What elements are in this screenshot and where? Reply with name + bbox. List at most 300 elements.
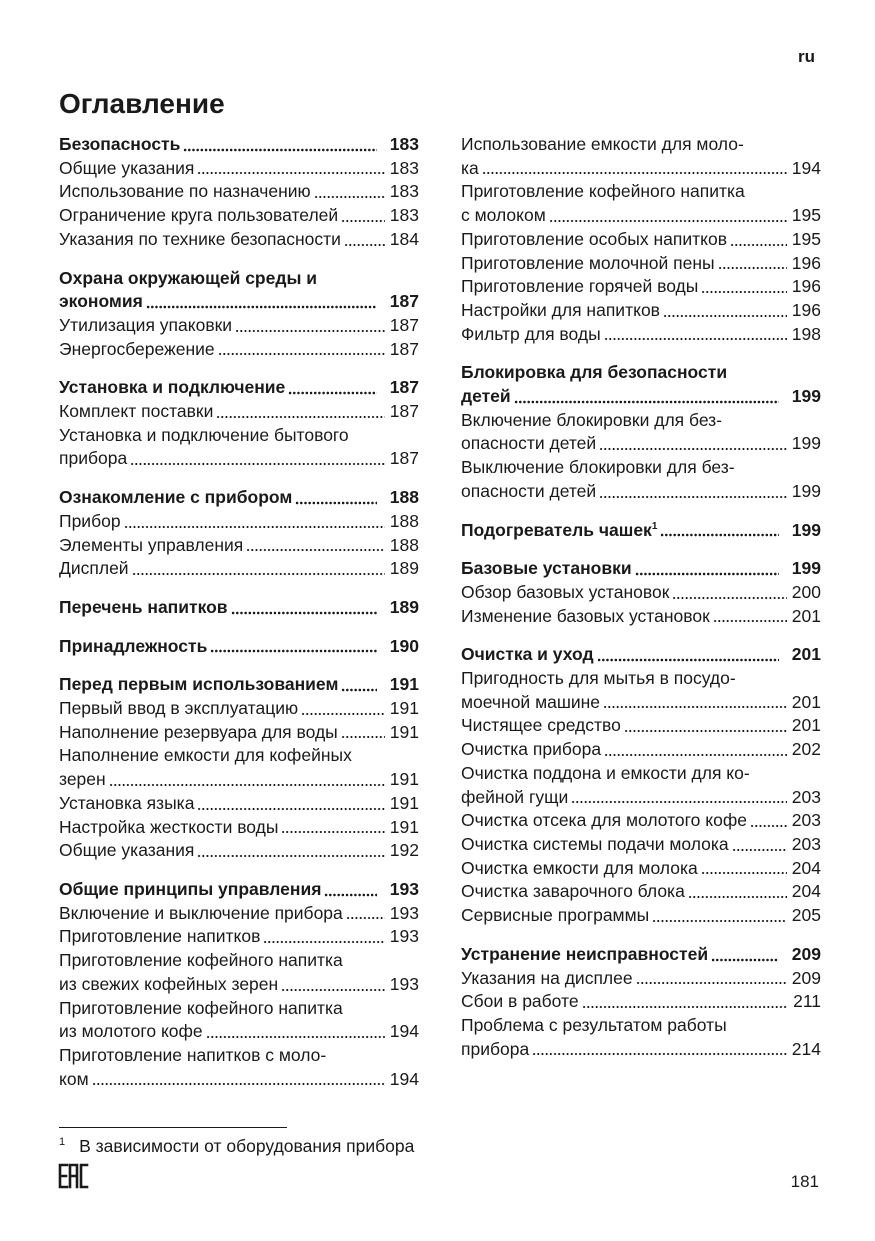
toc-item-text-line: Очистка поддона и емкости для ко-	[461, 762, 750, 783]
toc-heading-label: Перечень напитков	[59, 596, 228, 617]
toc-item-text-line: Установка и подключение бытового	[59, 424, 349, 445]
toc-item	[59, 816, 419, 840]
toc-heading-label: экономия	[59, 291, 143, 312]
toc-item-label: Фильтр для воды	[461, 323, 601, 344]
dot-leader	[604, 753, 787, 757]
toc-heading-text	[461, 643, 594, 667]
toc-item	[59, 534, 419, 558]
toc-item-label: фейной гущи	[461, 786, 569, 807]
toc-item	[461, 432, 821, 456]
toc-item-text	[59, 228, 341, 252]
toc-item	[461, 275, 821, 299]
toc-heading-label: Безопасность	[59, 134, 181, 154]
toc-item	[461, 786, 821, 810]
dot-leader	[599, 447, 787, 451]
toc-heading-page-number: 199	[791, 558, 821, 579]
dot-leader	[324, 893, 376, 897]
toc-item-page-number: 194	[389, 1068, 419, 1089]
dot-leader	[636, 981, 787, 985]
dot-leader	[124, 525, 385, 529]
toc-item-text	[461, 809, 747, 833]
toc-item	[461, 157, 821, 181]
toc-item-text	[461, 275, 698, 299]
toc-item-page-number: 188	[389, 510, 419, 531]
toc-item-page-number: 191	[389, 792, 419, 813]
toc-item-page-number: 195	[791, 205, 821, 226]
toc-item	[461, 857, 821, 881]
toc-item-label: Комплект поставки	[59, 401, 214, 422]
dot-leader	[246, 548, 385, 552]
toc-item-text	[461, 990, 579, 1014]
toc-heading-page-number: 187	[389, 377, 419, 398]
toc-item-page-number: 196	[791, 299, 821, 320]
toc-item	[461, 581, 821, 605]
toc-item-text	[59, 768, 106, 792]
toc-item-label: Очистка заварочного блока	[461, 881, 685, 902]
dot-leader	[206, 1035, 385, 1039]
toc-item-text	[59, 697, 298, 721]
toc-item-page-number: 214	[791, 1038, 821, 1059]
toc-item-label: зерен	[59, 769, 106, 790]
toc-item-page-number: 201	[791, 715, 821, 736]
toc-heading-text	[461, 385, 511, 409]
dot-leader	[482, 171, 787, 175]
footnote-text: В зависимости от оборудования прибора	[79, 1136, 415, 1156]
toc-item-label: Общие указания	[59, 840, 195, 861]
dot-leader	[146, 305, 377, 309]
toc-heading-page-number: 199	[791, 519, 821, 540]
dot-leader	[660, 533, 778, 537]
toc-heading-text	[461, 943, 708, 967]
toc-item-label: Очистка отсека для молотого кофе	[461, 810, 747, 831]
toc-item-page-number: 201	[791, 691, 821, 712]
toc-item-text-line: Проблема с результатом работы	[461, 1014, 727, 1035]
dot-leader	[235, 329, 385, 333]
dot-leader	[344, 243, 385, 247]
toc-item-label: Чистящее средство	[461, 715, 621, 736]
toc-item-label: ка	[461, 157, 479, 178]
toc-heading-label: Установка и подключение	[59, 377, 286, 398]
toc-item-label: Установка языка	[59, 792, 195, 813]
toc-item-page-number: 183	[389, 157, 419, 178]
toc-heading-page-number: 188	[389, 487, 419, 508]
toc-item-page-number: 187	[389, 314, 419, 335]
toc-item	[461, 904, 821, 928]
toc-item-label: Ограничение круга пользователей	[59, 205, 339, 226]
toc-heading-text	[461, 557, 632, 581]
toc-heading-label: Очистка и уход	[461, 644, 594, 665]
toc-item-text-line: Выключение блокировки для без-	[461, 457, 735, 478]
dot-leader	[197, 854, 384, 858]
toc-item-text-line: Приготовление напитков с моло-	[59, 1044, 327, 1065]
footnote-divider	[59, 1127, 287, 1128]
toc-heading-page-number: 201	[791, 644, 821, 665]
dot-leader	[718, 266, 787, 270]
dot-leader	[231, 611, 377, 615]
toc-item-text	[461, 157, 479, 181]
toc-item-label: Утилизация упаковки	[59, 314, 233, 335]
toc-item	[59, 447, 419, 471]
toc-item-text	[461, 967, 633, 991]
toc-item	[461, 252, 821, 276]
toc-item	[461, 480, 821, 504]
toc-item-text	[59, 839, 194, 863]
toc-item	[59, 697, 419, 721]
dot-leader	[197, 171, 384, 175]
toc-item	[461, 833, 821, 857]
toc-item-page-number: 198	[791, 323, 821, 344]
toc-item-text	[59, 721, 338, 745]
toc-item-page-number: 194	[791, 157, 821, 178]
toc-item-text	[59, 792, 194, 816]
toc-heading-page-number: 191	[389, 674, 419, 695]
dot-leader	[263, 940, 384, 944]
dot-leader	[652, 919, 787, 923]
dot-leader	[711, 958, 779, 962]
toc-item	[59, 157, 419, 181]
toc-section	[59, 133, 419, 252]
toc-item-text	[59, 1068, 89, 1092]
toc-item-page-number: 203	[791, 833, 821, 854]
dot-leader	[92, 1082, 385, 1086]
toc-item	[59, 400, 419, 424]
dot-leader	[281, 830, 384, 834]
toc-section	[59, 635, 419, 659]
toc-item-label: Очистка системы подачи молока	[461, 833, 729, 854]
toc-item-page-number: 203	[791, 810, 821, 831]
dot-leader	[597, 658, 779, 662]
toc-item-text	[59, 447, 127, 471]
dot-leader	[341, 219, 385, 223]
toc-heading	[59, 133, 419, 157]
toc-item-text	[461, 605, 710, 629]
dot-leader	[514, 400, 779, 404]
toc-section	[59, 878, 419, 1091]
dot-leader	[582, 1005, 789, 1009]
toc-heading	[59, 376, 419, 400]
toc-item	[461, 809, 821, 833]
toc-heading-text	[59, 133, 180, 157]
toc-item-page-number: 187	[389, 448, 419, 469]
toc-item	[461, 299, 821, 323]
toc-item-page-number: 209	[791, 967, 821, 988]
toc-item-label: Указания на дисплее	[461, 967, 633, 988]
toc-item-page-number: 204	[791, 881, 821, 902]
toc-section	[461, 943, 821, 1062]
dot-leader	[130, 462, 385, 466]
toc-item	[461, 1038, 821, 1062]
toc-item-label: Первый ввод в эксплуатацию	[59, 698, 299, 719]
toc-section	[461, 519, 821, 543]
toc-heading-text	[461, 519, 657, 543]
toc-heading	[461, 385, 821, 409]
toc-item-text	[59, 157, 194, 181]
toc-item	[59, 973, 419, 997]
toc-item-page-number: 205	[791, 905, 821, 926]
toc-item-label: Дисплей	[59, 558, 129, 579]
dot-leader	[599, 495, 787, 499]
toc-section	[461, 557, 821, 628]
dot-leader	[730, 243, 787, 247]
toc-item-page-number: 183	[389, 205, 419, 226]
toc-item-text	[59, 314, 232, 338]
toc-item-text	[461, 786, 568, 810]
toc-item-text	[461, 857, 698, 881]
toc-item-page-number: 203	[791, 786, 821, 807]
toc-section	[461, 643, 821, 927]
dot-leader	[603, 705, 787, 709]
dot-leader	[132, 572, 385, 576]
toc-item-label: с молоком	[461, 205, 546, 226]
toc-item	[59, 557, 419, 581]
toc-heading-page-number: 187	[389, 291, 419, 312]
toc-item	[59, 925, 419, 949]
toc-item-text	[59, 338, 215, 362]
toc-heading-label: Общие принципы управления	[59, 878, 322, 899]
toc-item-text	[59, 816, 278, 840]
toc-item	[461, 880, 821, 904]
toc-item	[59, 180, 419, 204]
toc-item	[461, 967, 821, 991]
dot-leader	[288, 391, 377, 395]
toc-section	[59, 376, 419, 471]
toc-item-page-number: 204	[791, 857, 821, 878]
toc-heading	[59, 878, 419, 902]
toc-item-text-line: Приготовление кофейного напитка	[461, 181, 745, 202]
dot-leader	[532, 1052, 787, 1056]
toc-item-label: Энергосбережение	[59, 338, 215, 359]
toc-item-label: моечной машине	[461, 691, 601, 712]
toc-item-label: Сервисные программы	[461, 905, 650, 926]
toc-item-label: Приготовление горячей воды	[461, 276, 699, 297]
toc-item	[461, 605, 821, 629]
toc-item-text	[461, 252, 715, 276]
toc-item	[59, 338, 419, 362]
toc-item-label: Сбои в работе	[461, 991, 579, 1012]
toc-item-text	[461, 228, 727, 252]
toc-item-page-number: 187	[389, 338, 419, 359]
dot-leader	[216, 415, 384, 419]
toc-heading-label: Устранение неисправностей	[461, 943, 709, 964]
toc-heading	[59, 290, 419, 314]
toc-section	[59, 267, 419, 362]
toc-heading-text	[59, 486, 292, 510]
toc-item-text	[59, 400, 213, 424]
dot-leader	[663, 314, 787, 318]
toc-item-label: из свежих кофейных зерен	[59, 973, 279, 994]
toc-item-text	[59, 534, 243, 558]
toc-item-text	[59, 557, 129, 581]
toc-heading-label: Принадлежность	[59, 635, 208, 656]
toc-item-label: прибора	[59, 448, 128, 469]
toc-heading	[59, 673, 419, 697]
dot-leader	[713, 619, 787, 623]
toc-item-page-number: 191	[389, 769, 419, 790]
dot-leader	[346, 916, 385, 920]
toc-item-page-number: 199	[791, 480, 821, 501]
toc-item-text-line: Пригодность для мытья в посудо-	[461, 668, 736, 689]
toc-item-text	[461, 738, 601, 762]
toc-column-left	[59, 133, 419, 1106]
dot-leader	[281, 988, 385, 992]
toc-heading	[461, 557, 821, 581]
language-code: ru	[798, 47, 815, 66]
toc-item-text	[461, 714, 621, 738]
toc-item-text	[461, 204, 546, 228]
footnote	[59, 1136, 414, 1157]
toc-item-text	[461, 880, 685, 904]
toc-item-page-number: 193	[389, 902, 419, 923]
toc-item-page-number: 194	[389, 1021, 419, 1042]
toc-heading	[59, 596, 419, 620]
toc-heading-label: Ознакомление с прибором	[59, 487, 293, 508]
dot-leader	[701, 871, 787, 875]
dot-leader	[341, 735, 385, 739]
toc-item-text	[59, 902, 343, 926]
toc-item-text	[461, 581, 669, 605]
toc-heading	[461, 519, 821, 543]
toc-item	[59, 902, 419, 926]
toc-heading	[461, 643, 821, 667]
dot-leader	[210, 649, 376, 653]
toc-item-text-line: Включение блокировки для без-	[461, 409, 723, 430]
toc-item-label: прибора	[461, 1038, 530, 1059]
toc-section	[59, 673, 419, 863]
toc-item-page-number: 192	[389, 840, 419, 861]
toc-item	[461, 691, 821, 715]
toc-item-page-number: 183	[389, 181, 419, 202]
toc-item	[59, 204, 419, 228]
toc-item	[59, 228, 419, 252]
dot-leader	[624, 729, 787, 733]
toc-item-label: Приготовление особых напитков	[461, 228, 728, 249]
toc-item-label: Изменение базовых установок	[461, 605, 710, 626]
toc-item-text	[461, 691, 600, 715]
toc-heading-page-number: 193	[389, 878, 419, 899]
toc-item-text	[461, 432, 596, 456]
footnote-mark: 1	[59, 1136, 66, 1148]
toc-item-page-number: 191	[389, 698, 419, 719]
toc-item-page-number: 193	[389, 926, 419, 947]
toc-item-page-number: 201	[791, 605, 821, 626]
toc-item-page-number: 200	[791, 581, 821, 602]
dot-leader	[197, 807, 384, 811]
toc-heading-text-line: Охрана окружающей среды и	[59, 267, 318, 288]
toc-item-label: Обзор базовых установок	[461, 581, 670, 602]
toc-item-text	[461, 323, 601, 347]
toc-item-label: Настройка жесткости воды	[59, 816, 279, 837]
toc-heading-label: Подогреватель чашек	[461, 519, 652, 540]
toc-item-text	[461, 1038, 529, 1062]
toc-heading	[59, 635, 419, 659]
toc-item-text	[461, 904, 649, 928]
toc-item	[59, 1068, 419, 1092]
eac-mark-icon	[58, 1163, 89, 1194]
dot-leader	[688, 895, 787, 899]
toc-item-page-number: 187	[389, 401, 419, 422]
toc-heading-label: Перед первым использованием	[59, 674, 339, 695]
toc-column-right	[461, 133, 821, 1076]
toc-item	[59, 792, 419, 816]
toc-item	[461, 990, 821, 1014]
toc-item-label: Элементы управления	[59, 534, 244, 555]
toc-item	[461, 738, 821, 762]
dot-leader	[571, 800, 787, 804]
toc-heading-page-number: 189	[389, 596, 419, 617]
toc-item-label: из молотого кофе	[59, 1021, 203, 1042]
dot-leader	[295, 501, 377, 505]
toc-heading-text	[59, 290, 143, 314]
toc-item	[461, 714, 821, 738]
toc-section	[59, 596, 419, 620]
toc-heading-text	[59, 673, 338, 697]
dot-leader	[672, 596, 786, 600]
toc-item-text	[461, 833, 729, 857]
toc-heading-label: детей	[461, 386, 511, 407]
toc-item-text-line: Приготовление кофейного напитка	[59, 997, 343, 1018]
dot-leader	[604, 337, 787, 341]
toc-item	[59, 510, 419, 534]
toc-heading-text-line: Блокировка для безопасности	[461, 362, 728, 383]
toc-item-label: ком	[59, 1068, 89, 1089]
toc-heading-text	[59, 376, 285, 400]
toc-heading-page-number: 183	[389, 134, 419, 154]
toc-section	[461, 361, 821, 503]
dot-leader	[635, 572, 779, 576]
toc-item-page-number: 191	[389, 816, 419, 837]
toc-heading-text	[59, 635, 207, 659]
toc-item-label: Настройки для напитков	[461, 299, 660, 320]
toc-item-page-number: 195	[791, 228, 821, 249]
toc-item	[59, 768, 419, 792]
toc-item-text	[59, 925, 260, 949]
toc-item	[461, 228, 821, 252]
toc-item-page-number: 193	[389, 973, 419, 994]
toc-item-label: Приготовление напитков	[59, 926, 261, 947]
toc-item-page-number: 199	[791, 433, 821, 454]
dot-leader	[218, 352, 385, 356]
toc-item-label: Очистка прибора	[461, 739, 602, 760]
toc-heading-page-number: 209	[791, 943, 821, 964]
toc-item-label: Очистка емкости для молока	[461, 857, 698, 878]
toc-item-text	[59, 1020, 203, 1044]
dot-leader	[750, 824, 787, 828]
toc-item	[59, 314, 419, 338]
toc-heading-page-number: 190	[389, 635, 419, 656]
toc-item-text	[59, 510, 121, 534]
toc-item-page-number: 211	[793, 991, 821, 1012]
toc-section	[59, 486, 419, 581]
toc-item-page-number: 202	[791, 739, 821, 760]
toc-heading-text	[59, 596, 228, 620]
toc-item	[461, 204, 821, 228]
dot-leader	[314, 195, 385, 199]
toc-item-text	[461, 480, 596, 504]
toc-heading	[461, 943, 821, 967]
toc-item	[461, 323, 821, 347]
toc-item-page-number: 189	[389, 558, 419, 579]
toc-item-text	[59, 180, 311, 204]
toc-item	[59, 1020, 419, 1044]
toc-item-text	[461, 299, 660, 323]
toc-item-label: Использование по назначению	[59, 181, 311, 202]
toc-item-text-line: Наполнение емкости для кофейных	[59, 745, 352, 766]
toc-heading	[59, 486, 419, 510]
page-number: 181	[790, 1172, 819, 1191]
toc-section	[461, 133, 821, 346]
toc-item-text-line: Использование емкости для моло-	[461, 134, 744, 154]
toc-item-label: Включение и выключение прибора	[59, 902, 343, 923]
